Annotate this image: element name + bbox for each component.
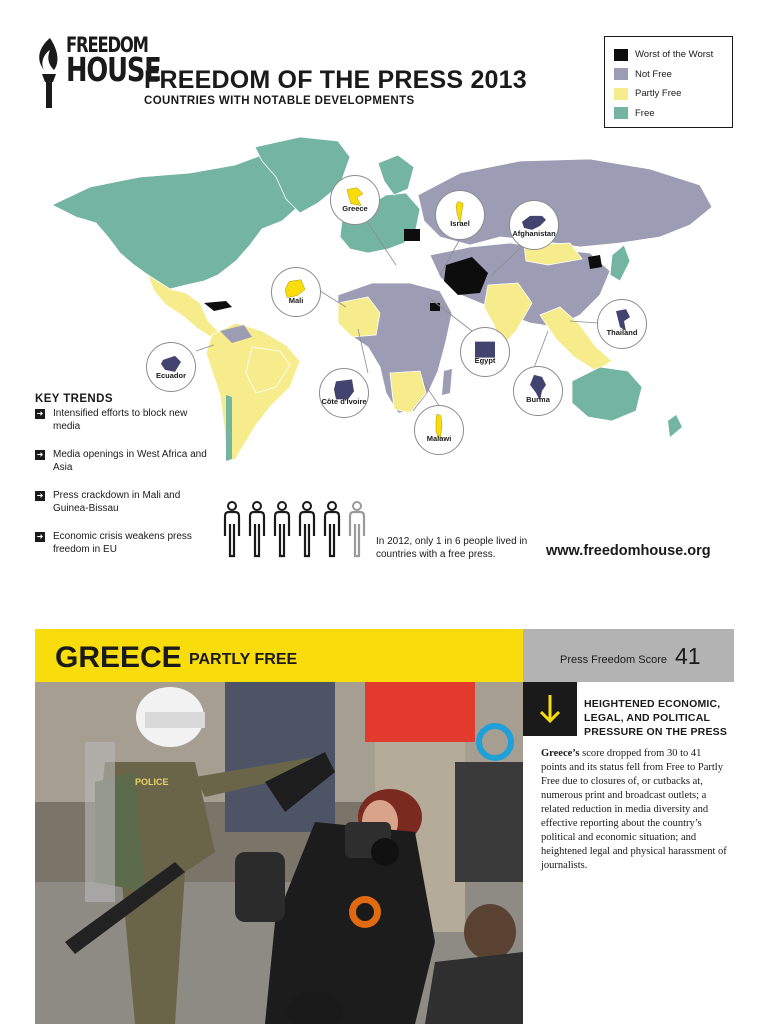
callout-malawi[interactable] (414, 405, 464, 455)
callout-label-greece: Greece (342, 204, 368, 213)
callout-afghanistan[interactable] (509, 200, 559, 250)
legend-item-partly-free (614, 84, 732, 104)
callout-label-malawi: Malawi (426, 434, 452, 443)
protest-photo-illustration (35, 682, 523, 1024)
person-figure-free (350, 502, 364, 556)
logo-line-house: HOUSE (66, 50, 161, 89)
country-name: GREECE (55, 641, 182, 674)
legend-swatch-not-free (614, 68, 628, 80)
region-scandinavia (378, 155, 414, 195)
arrow-bullet-icon: ➜ (36, 450, 44, 459)
key-trend-text: Economic crisis weakens press freedom in EU (53, 531, 192, 555)
legend-swatch-partly-free (614, 88, 628, 100)
person-figure (250, 502, 264, 556)
key-trend-item (35, 489, 215, 515)
legend-swatch-free (614, 107, 628, 119)
callout-mali[interactable] (271, 267, 321, 317)
feature-body (541, 747, 727, 873)
person-figure (275, 502, 289, 556)
callout-ecuador[interactable] (146, 342, 196, 392)
legend-item-worst (614, 45, 732, 65)
key-trend-text: Press crackdown in Mali and Guinea-Bissau (53, 490, 181, 514)
key-trends-title: KEY TRENDS (35, 393, 113, 405)
region-madagascar (442, 369, 452, 395)
police-vest-text: POLICE (135, 777, 169, 787)
legend-label-not-free: Not Free (635, 68, 672, 80)
feature-heading: HEIGHTENED ECONOMIC, LEGAL, AND POLITICAL PRESSURE ON THE PRESS (584, 698, 728, 738)
region-new-zealand (668, 415, 682, 437)
legend-item-free (614, 104, 732, 124)
feature-body-lead: Greece’s (541, 748, 580, 759)
region-japan (610, 245, 630, 281)
callout-cote-divoire[interactable] (319, 368, 369, 418)
callout-israel[interactable] (435, 190, 485, 240)
arrow-bullet-icon: ➜ (36, 409, 44, 418)
greece-protest-photo (35, 682, 523, 1024)
legend-swatch-worst (614, 49, 628, 61)
region-eritrea (430, 303, 440, 311)
region-caribbean (204, 301, 232, 311)
country-banner (35, 629, 523, 682)
region-chile (226, 395, 232, 461)
callout-burma[interactable] (513, 366, 563, 416)
key-trend-item (35, 530, 215, 556)
callout-label-mali: Mali (288, 296, 304, 305)
region-belarus (404, 229, 420, 241)
key-trend-text: Media openings in West Africa and Asia (53, 449, 207, 473)
press-freedom-score-box (523, 629, 734, 682)
callout-label-thailand: Thailand (606, 328, 638, 337)
person-figure (300, 502, 314, 556)
callout-label-afghanistan: Afghanistan (512, 229, 556, 238)
people-statistic-note: In 2012, only 1 in 6 people lived in countries with a free press. (376, 536, 528, 560)
logo-line-freedom: FREEDOM (66, 33, 148, 57)
arrow-bullet-icon: ➜ (36, 491, 44, 500)
callout-label-burma: Burma (526, 395, 550, 404)
region-australia (572, 367, 642, 421)
torch-flame-icon (34, 36, 64, 108)
callout-label-egypt: Egypt (474, 356, 496, 365)
map-legend (604, 36, 733, 128)
website-link[interactable]: www.freedomhouse.org (546, 543, 711, 559)
down-arrow-icon (523, 682, 577, 736)
freedom-house-logo[interactable] (34, 33, 161, 108)
legend-label-free: Free (635, 107, 655, 119)
region-north-korea (588, 255, 602, 269)
feature-body-rest: score dropped from 30 to 41 points and its status fell from Free to Partly Free due to closures of, or cutbacks at, numerous print and broadcast outlets; a related reduction in media diversity and effective reporting about the country’s political and economic situation; and heightened legal and physical harassment of journalists. (541, 748, 727, 871)
callout-label-israel: Israel (450, 219, 470, 228)
legend-item-not-free (614, 65, 732, 85)
key-trend-text: Intensified efforts to block new media (53, 408, 188, 432)
legend-label-partly-free: Partly Free (635, 88, 682, 100)
callout-thailand[interactable] (597, 299, 647, 349)
legend-label-worst: Worst of the Worst (635, 49, 714, 61)
region-south-america (206, 323, 300, 461)
country-status: PARTLY FREE (189, 651, 298, 668)
arrow-bullet-icon: ➜ (36, 532, 44, 541)
page-title: FREEDOM OF THE PRESS 2013 (144, 66, 527, 94)
callout-greece[interactable] (330, 175, 380, 225)
callout-label-cote-divoire: Côte d'Ivoire (321, 397, 367, 406)
page-subtitle: COUNTRIES WITH NOTABLE DEVELOPMENTS (144, 95, 415, 107)
score-value: 41 (675, 643, 701, 669)
key-trend-item (35, 448, 215, 474)
score-label: Press Freedom Score (560, 654, 667, 666)
person-figure (325, 502, 339, 556)
score-decline-indicator (523, 682, 577, 736)
region-southern-africa (390, 371, 426, 413)
person-figure (225, 502, 239, 556)
callout-egypt[interactable] (460, 327, 510, 377)
key-trend-item (35, 407, 215, 433)
people-pictogram (222, 500, 372, 560)
callout-label-ecuador: Ecuador (155, 371, 186, 380)
